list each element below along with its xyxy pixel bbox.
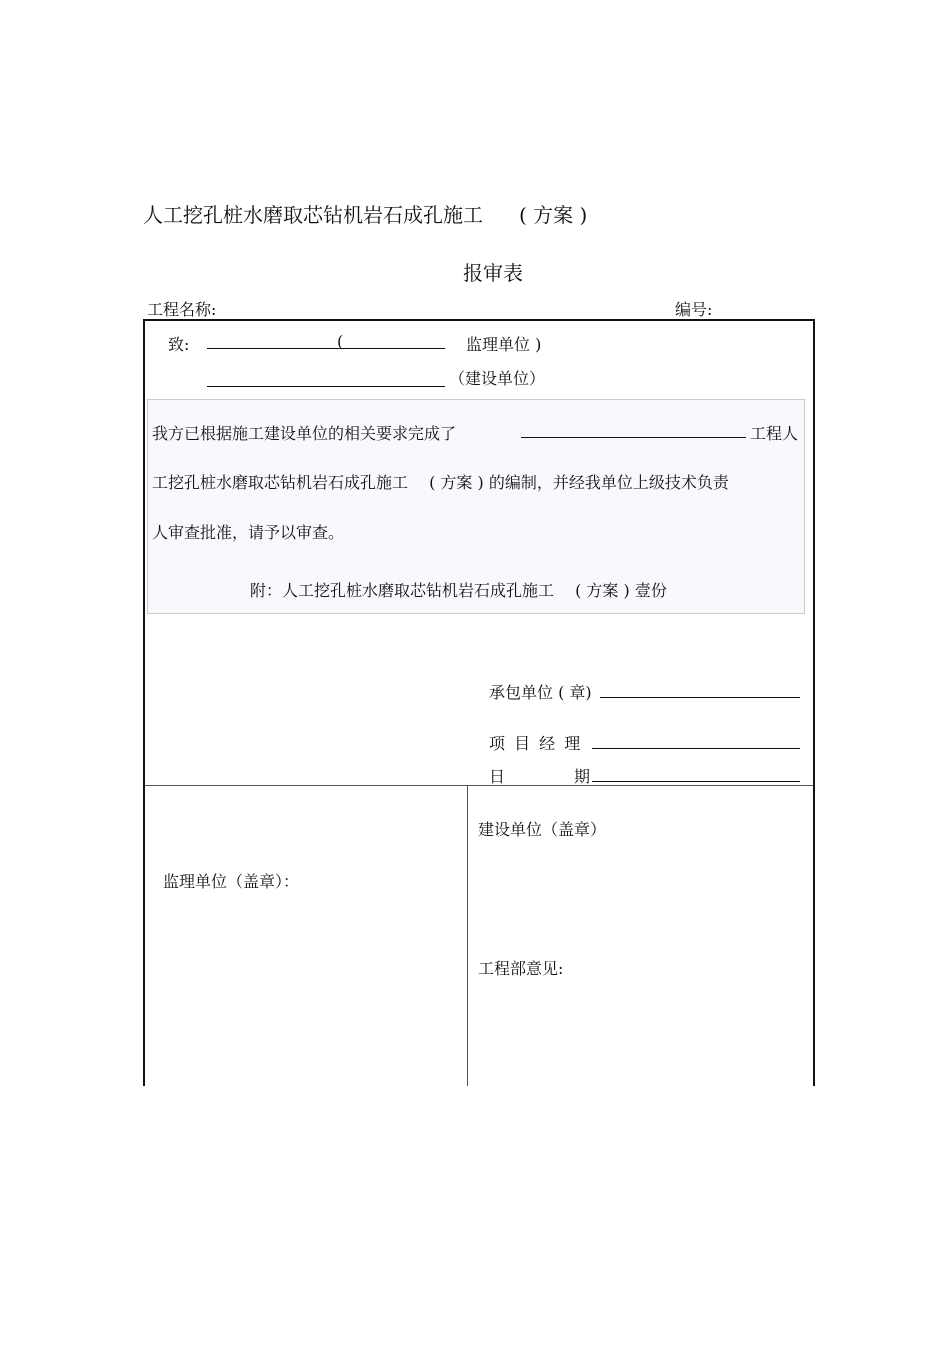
to-label: 致: <box>168 335 190 354</box>
open-paren: ( <box>337 332 344 351</box>
supervisor-seal-label: 监理单位（盖章）： <box>163 872 300 891</box>
owner-unit-label: （建设单位） <box>449 369 546 388</box>
owner-name-line[interactable] <box>207 386 445 387</box>
document-title: 人工挖孔桩水磨取芯钻机岩石成孔施工 ( 方案 ) <box>143 203 588 227</box>
column-divider <box>467 786 468 1086</box>
contractor-unit-label: 承包单位 ( 章) <box>489 683 592 702</box>
section-divider <box>145 785 813 786</box>
contractor-unit-line[interactable] <box>600 697 800 698</box>
dept-opinion-label: 工程部意见: <box>478 959 564 978</box>
date-label-period: 期 <box>574 767 591 786</box>
project-name-label: 工程名称: <box>147 300 217 319</box>
project-fill-line[interactable] <box>521 437 746 438</box>
statement-line-1: 我方已根据施工建设单位的相关要求完成了 <box>152 424 457 443</box>
supervisor-unit-label: 监理单位 ) <box>466 335 542 354</box>
supervisor-name-line[interactable] <box>207 348 445 349</box>
statement-line-1-end: 工程人 <box>750 424 799 443</box>
project-manager-line[interactable] <box>592 748 800 749</box>
statement-line-2: 工挖孔桩水磨取芯钻机岩石成孔施工 ( 方案 ) 的编制，并经我单位上级技术负责 <box>152 473 729 492</box>
number-label: 编号: <box>675 300 713 319</box>
owner-seal-label: 建设单位（盖章） <box>478 820 607 839</box>
date-label-day: 日 <box>489 767 506 786</box>
date-line[interactable] <box>592 781 800 782</box>
form-subtitle: 报审表 <box>463 261 523 285</box>
statement-line-3: 人审查批准，请予以审查。 <box>152 523 345 542</box>
project-manager-label: 项 目 经 理 <box>489 734 583 753</box>
attachment-line: 附：人工挖孔桩水磨取芯钻机岩石成孔施工 ( 方案 ) 壹份 <box>250 581 667 600</box>
